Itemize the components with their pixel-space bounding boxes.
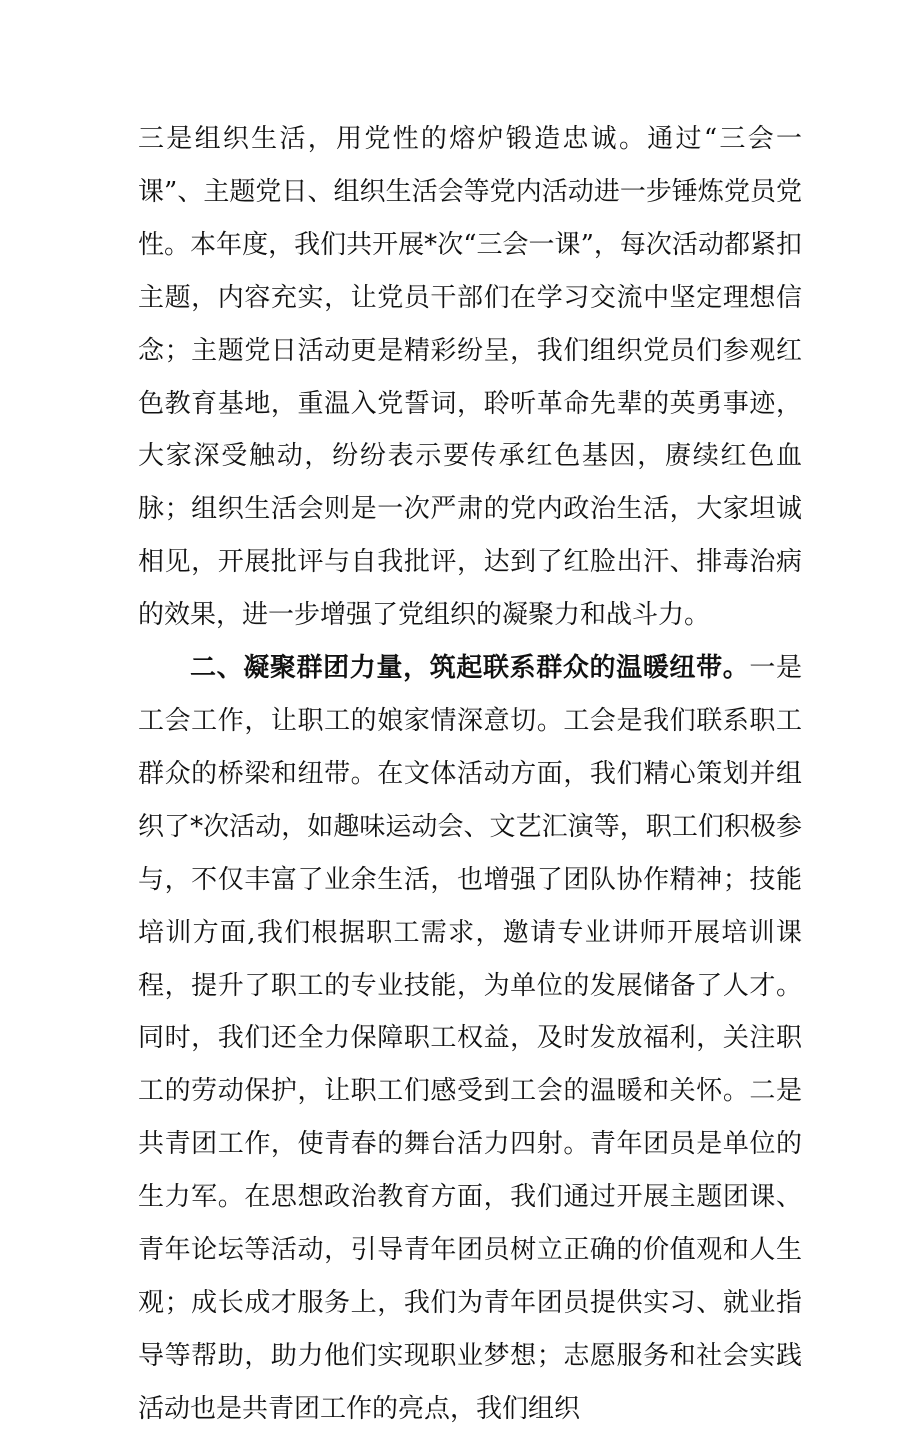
paragraph-organizational-life: 三是组织生活，用党性的熔炉锻造忠诚。通过“三会一课”、主题党日、组织生活会等党内活动进一步锤炼党员党性。本年度，我们共开展*次“三会一课”，每次活动都紧扣主题，内容充实，让党员干部们在学习交流中坚定理想信念；主题党日活动更是精彩纷呈，我们组织党员们参观红色教育基地，重温入党誓词，聆听革命先辈的英勇事迹，大家深受触动，纷纷表示要传承红色基因，赓续红色血脉；组织生活会则是一次严肃的党内政治生活，大家坦诚相见，开展批评与自我批评，达到了红脸出汗、排毒治病的效果，进一步增强了党组织的凝聚力和战斗力。 <box>138 124 802 631</box>
document-body <box>138 113 802 1436</box>
section-heading: 二、凝聚群团力量，筑起联系群众的温暖纽带。 <box>190 653 750 684</box>
section-body: 一是工会工作，让职工的娘家情深意切。工会是我们联系职工群众的桥梁和纽带。在文体活动方面，我们精心策划并组织了*次活动，如趣味运动会、文艺汇演等，职工们积极参与，不仅丰富了业余生活，也增强了团队协作精神；技能培训方面,我们根据职工需求，邀请专业讲师开展培训课程，提升了职工的专业技能，为单位的发展储备了人才。同时，我们还全力保障职工权益，及时发放福利，关注职工的劳动保护，让职工们感受到工会的温暖和关怀。二是共青团工作，使青春的舞台活力四射。青年团员是单位的生力军。在思想政治教育方面，我们通过开展主题团课、青年论坛等活动，引导青年团员树立正确的价值观和人生观；成长成才服务上，我们为青年团员提供实习、就业指导等帮助，助力他们实现职业梦想；志愿服务和社会实践活动也是共青团工作的亮点，我们组织 <box>138 653 802 1424</box>
paragraph-mass-organizations <box>138 642 802 1436</box>
